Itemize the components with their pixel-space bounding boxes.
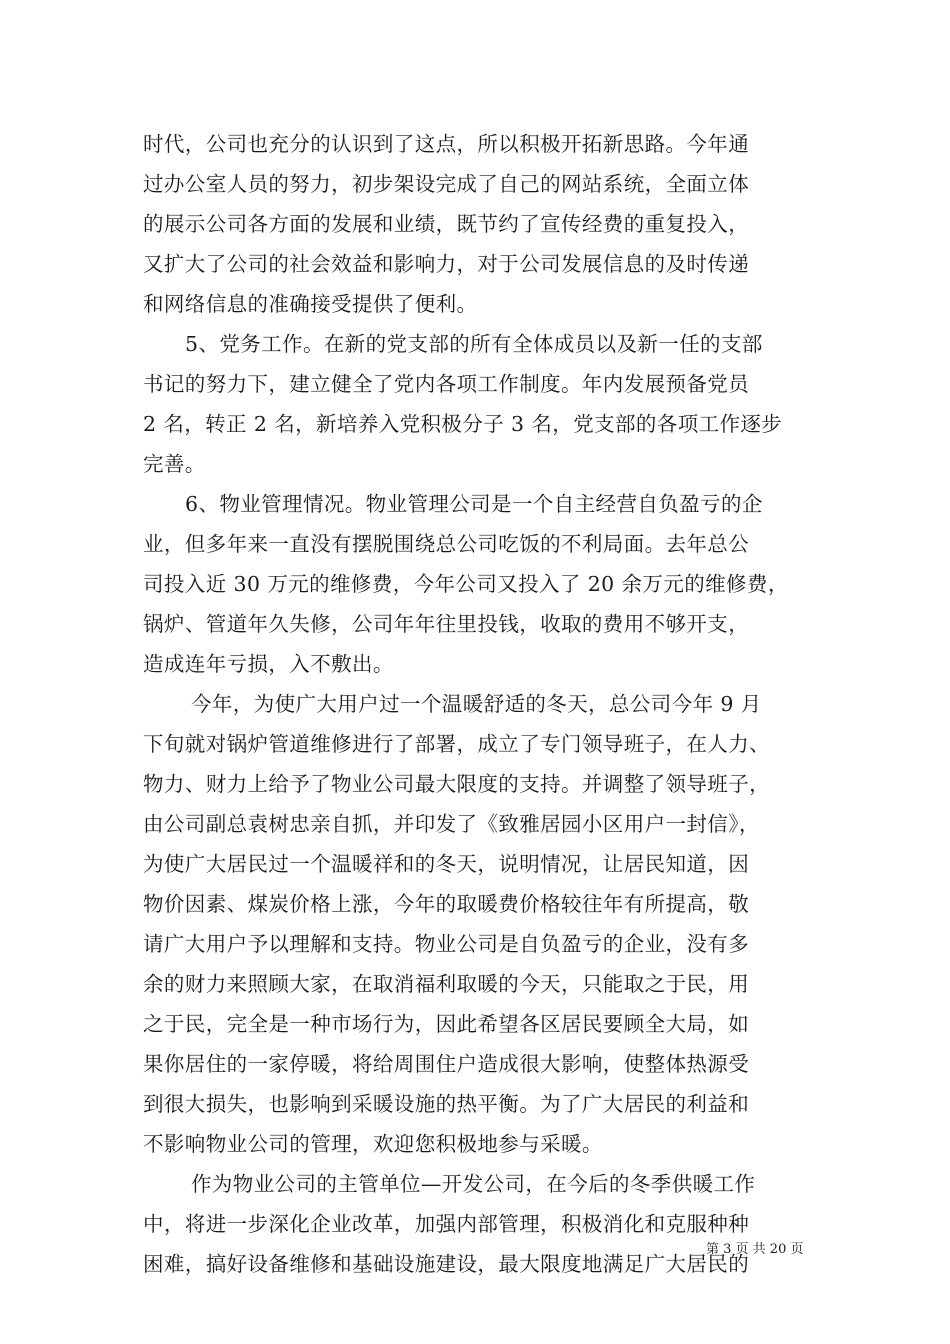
text-line: 时代，公司也充分的认识到了这点，所以积极开拓新思路。今年通 — [143, 132, 750, 156]
text-line: 物力、财力上给予了物业公司最大限度的支持。并调整了领导班子， — [143, 772, 770, 796]
text-line: 完善。 — [143, 452, 206, 476]
text-line: 果你居住的一家停暖，将给周围住户造成很大影响，使整体热源受 — [143, 1052, 750, 1076]
text-line: 不影响物业公司的管理，欢迎您积极地参与采暖。 — [143, 1132, 603, 1156]
text-line: 由公司副总袁树忠亲自抓，并印发了《致雅居园小区用户一封信》， — [143, 812, 760, 836]
text-line: 请广大用户予以理解和支持。物业公司是自负盈亏的企业，没有多 — [143, 932, 750, 956]
text-line: 中，将进一步深化企业改革，加强内部管理，积极消化和克服种种 — [143, 1212, 750, 1236]
text-line: 的展示公司各方面的发展和业绩，既节约了宣传经费的重复投入， — [143, 212, 750, 236]
text-line: 书记的努力下，建立健全了党内各项工作制度。年内发展预备党员 — [143, 372, 750, 396]
text-line: 造成连年亏损，入不敷出。 — [143, 652, 394, 676]
text-line: 下旬就对锅炉管道维修进行了部署，成立了专门领导班子，在人力、 — [143, 732, 770, 756]
paragraph-first-line: 6、物业管理情况。物业管理公司是一个自主经营自负盈亏的企 — [185, 492, 763, 516]
text-line: 过办公室人员的努力，初步架设完成了自己的网站系统，全面立体 — [143, 172, 750, 196]
text-line: 之于民，完全是一种市场行为，因此希望各区居民要顾全大局，如 — [143, 1012, 750, 1036]
text-line: 困难，搞好设备维修和基础设施建设，最大限度地满足广大居民的 — [143, 1252, 750, 1276]
text-line: 到很大损失，也影响到采暖设施的热平衡。为了广大居民的利益和 — [143, 1092, 750, 1116]
paragraph-first-line: 作为物业公司的主管单位—开发公司，在今后的冬季供暖工作 — [191, 1172, 756, 1196]
text-line: 余的财力来照顾大家，在取消福利取暖的今天，只能取之于民，用 — [143, 972, 750, 996]
text-line: 物价因素、煤炭价格上涨，今年的取暖费价格较往年有所提高，敬 — [143, 892, 750, 916]
text-line: 又扩大了公司的社会效益和影响力，对于公司发展信息的及时传递 — [143, 252, 750, 276]
paragraph-first-line: 今年，为使广大用户过一个温暖舒适的冬天，总公司今年 9 月 — [191, 692, 762, 716]
paragraph-first-line: 5、党务工作。在新的党支部的所有全体成员以及新一任的支部 — [185, 332, 763, 356]
text-line: 锅炉、管道年久失修，公司年年往里投钱，收取的费用不够开支， — [143, 612, 750, 636]
page-number-footer: 第 3 页 共 20 页 — [706, 1242, 804, 1257]
text-line: 2 名，转正 2 名，新培养入党积极分子 3 名，党支部的各项工作逐步 — [143, 412, 783, 436]
text-line: 和网络信息的准确接受提供了便利。 — [143, 292, 478, 316]
text-line: 业，但多年来一直没有摆脱围绕总公司吃饭的不利局面。去年总公 — [143, 532, 750, 556]
text-line: 司投入近 30 万元的维修费，今年公司又投入了 20 余万元的维修费， — [143, 572, 789, 596]
text-line: 为使广大居民过一个温暖祥和的冬天，说明情况，让居民知道，因 — [143, 852, 750, 876]
